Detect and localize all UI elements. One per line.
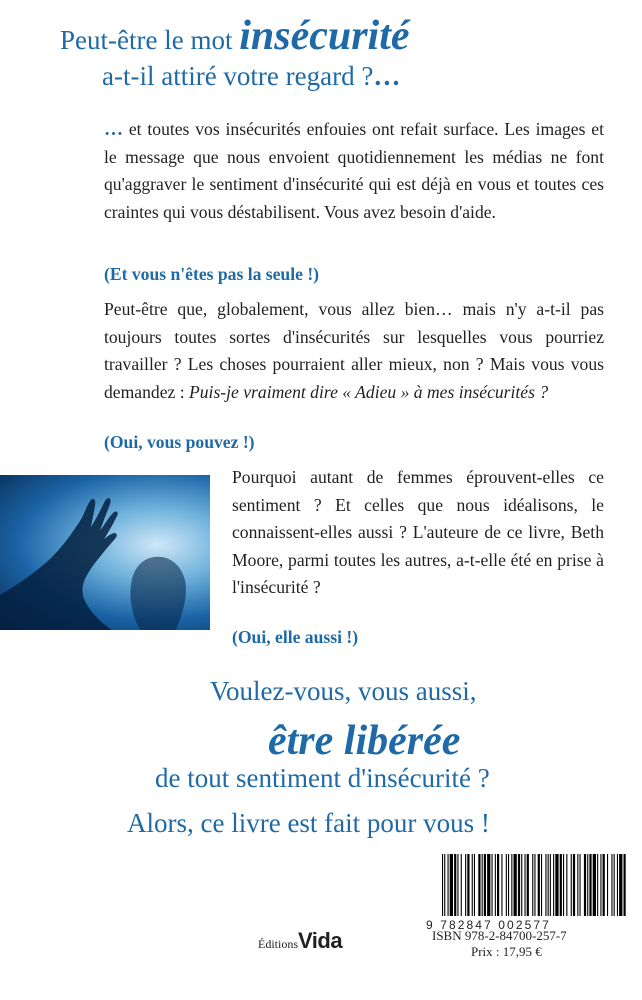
paragraph-1-lead: …: [104, 119, 123, 140]
barcode-bar: [454, 854, 456, 916]
headline-keyword: insécurité: [239, 13, 410, 59]
barcode-bar: [450, 854, 453, 916]
barcode-bar: [525, 854, 526, 916]
barcode-bar: [573, 854, 575, 916]
headline-question: a-t-il attiré votre regard ?: [102, 61, 374, 91]
isbn-number: ISBN 978-2-84700-257-7: [432, 928, 567, 943]
barcode-bar: [541, 854, 542, 916]
barcode-bar: [600, 854, 601, 916]
barcode-bar: [603, 854, 605, 916]
barcode-bars: [442, 854, 628, 916]
barcode-bar: [487, 854, 490, 916]
barcode-bar: [555, 854, 558, 916]
headline-dots: …: [373, 61, 401, 91]
barcode-bar: [492, 854, 493, 916]
tagline-1: (Et vous n'êtes pas la seule !): [104, 264, 320, 284]
closing-line-4: Alors, ce livre est fait pour vous !: [127, 808, 490, 838]
barcode-bar: [560, 854, 562, 916]
closing-line-2: être libérée: [268, 718, 461, 764]
paragraph-2-text: Peut-être que, globalement, vous allez bien… mais n'y a-t-il pas toujours toutes sortes d'insécurités sur lesquelles vous pourriez travailler ? Les choses pourraient aller mieux, non ? Mais vous vous demandez :: [104, 299, 604, 402]
barcode-bar: [589, 854, 591, 916]
headline: [60, 13, 580, 94]
barcode-bar: [597, 854, 598, 916]
barcode-bar: [527, 854, 529, 916]
barcode-bar: [580, 854, 581, 916]
silhouette-image: [0, 475, 210, 630]
barcode-bar: [614, 854, 615, 916]
barcode-bar: [484, 854, 486, 916]
headline-prefix: Peut-être le mot: [60, 25, 233, 55]
barcode-bar: [584, 854, 586, 916]
barcode-bar: [534, 854, 535, 916]
barcode-digits: 9 782847 002577: [426, 918, 551, 932]
closing-line-3: de tout sentiment d'insécurité ?: [155, 763, 490, 793]
barcode-bar: [506, 854, 507, 916]
barcode-bar: [501, 854, 502, 916]
barcode-bar: [457, 854, 458, 916]
barcode-bar: [474, 854, 475, 916]
paragraph-2-italic: Puis-je vraiment dire « Adieu » à mes insécurités ?: [189, 381, 549, 402]
publisher-name: Vida: [298, 928, 343, 953]
barcode-bar: [571, 854, 572, 916]
barcode-bar: [497, 854, 499, 916]
barcode-bar: [624, 854, 626, 916]
barcode-bar: [545, 854, 546, 916]
tagline-3: (Oui, elle aussi !): [232, 627, 359, 647]
barcode-bar: [566, 854, 567, 916]
paragraph-2: [104, 296, 604, 406]
paragraph-3: Pourquoi autant de femmes éprouvent-elles ce sentiment ? Et celles que nous idéalisons, le connaissent-elles aussi ? L'auteure de ce livre, Beth Moore, parmi toutes les autres, a-t-elle été en prise à l'insécurité ?: [232, 467, 604, 597]
barcode-bar: [478, 854, 480, 916]
barcode-bar: [532, 854, 533, 916]
barcode-bar: [521, 854, 522, 916]
barcode-bar: [538, 854, 540, 916]
paragraph-1: [104, 116, 604, 226]
barcode-bar: [577, 854, 578, 916]
price: Prix : 17,95 €: [471, 944, 542, 959]
barcode-bar: [514, 854, 517, 916]
barcode-bar: [593, 854, 596, 916]
barcode-bar: [465, 854, 466, 916]
barcode-bar: [461, 854, 462, 916]
barcode-bar: [619, 854, 622, 916]
barcode-bar: [611, 854, 612, 916]
publisher-prefix: Éditions: [258, 937, 299, 951]
barcode-bar: [553, 854, 554, 916]
tagline-2: (Oui, vous pouvez !): [104, 432, 255, 452]
cover-photo: [0, 475, 210, 630]
barcode-bar: [444, 854, 445, 916]
barcode-bar: [563, 854, 564, 916]
barcode-bar: [482, 854, 483, 916]
barcode-bar: [495, 854, 496, 916]
paragraph-1-text: et toutes vos insécurités enfouies ont refait surface. Les images et le message que nous envoient quotidiennement les médias ne font qu'aggraver le sentiment d'insécurité qui est déjà en vous et toutes ces craintes qui vous déstabilisent. Vous avez besoin d'aide.: [104, 119, 604, 222]
closing-line-1: Voulez-vous, vous aussi,: [210, 676, 477, 706]
barcode-bar: [587, 854, 588, 916]
barcode-bar: [448, 854, 449, 916]
barcode-bar: [548, 854, 549, 916]
barcode-bar: [518, 854, 520, 916]
barcode-bar: [508, 854, 509, 916]
barcode-bar: [511, 854, 512, 916]
barcode-bar: [472, 854, 473, 916]
barcode-bar: [467, 854, 469, 916]
barcode-bar: [550, 854, 551, 916]
publisher-logo: [258, 926, 342, 952]
barcode-bar: [607, 854, 608, 916]
headline-line2: [60, 58, 580, 94]
barcode-bar: [617, 854, 618, 916]
barcode: [418, 852, 633, 932]
barcode-bar: [442, 854, 443, 916]
